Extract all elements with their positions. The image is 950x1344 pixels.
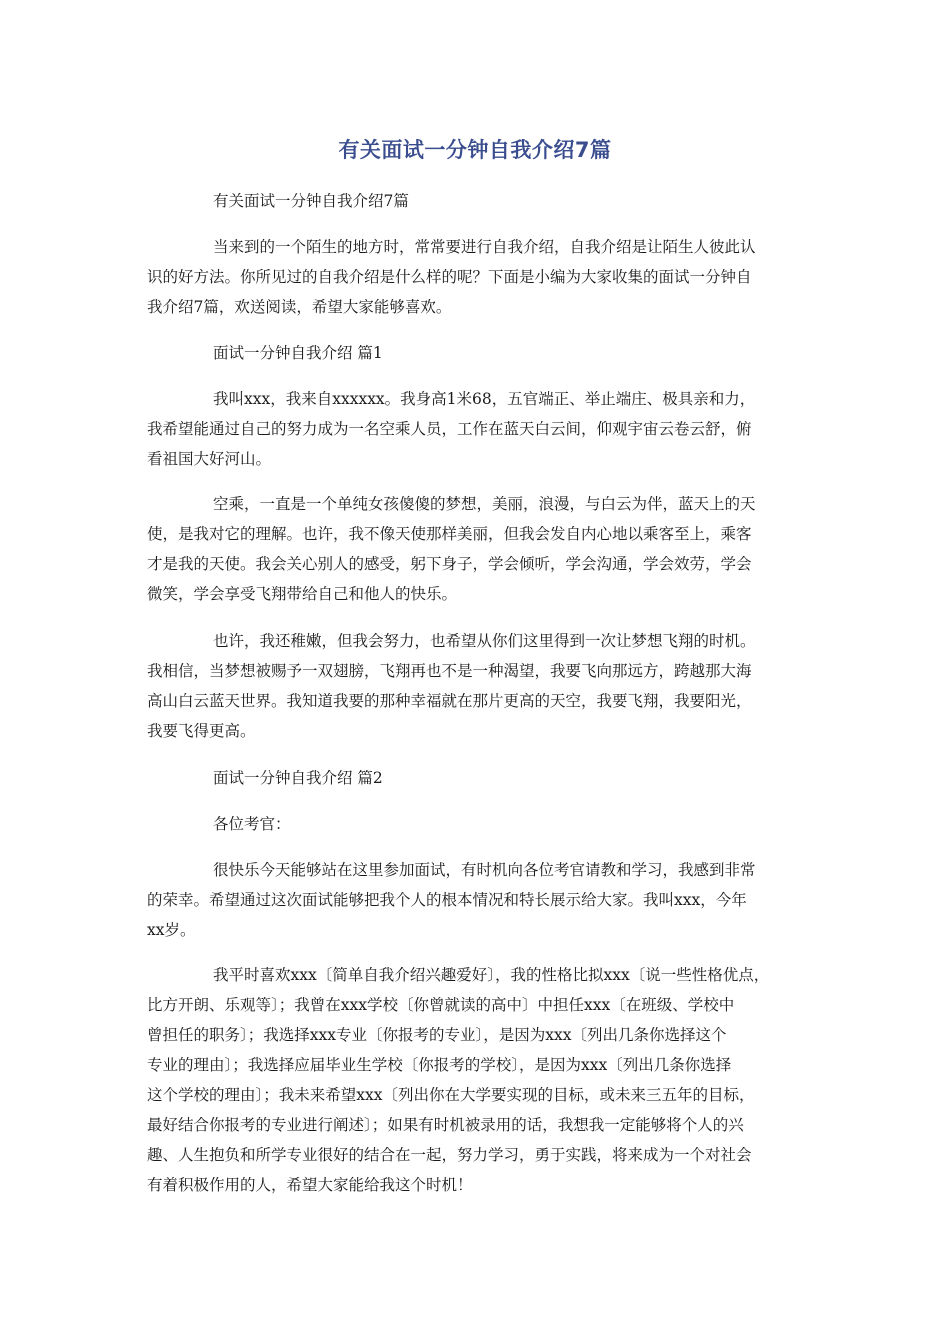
intro-line: 我介绍7篇，欢送阅读，希望大家能够喜欢。 <box>147 298 452 316</box>
document-subtitle: 有关面试一分钟自我介绍7篇 <box>213 192 409 210</box>
paragraph-line: 才是我的天使。我会关心别人的感受，躬下身子，学会倾听，学会沟通，学会效劳，学会 <box>147 555 752 573</box>
paragraph-line: 空乘，一直是一个单纯女孩傻傻的梦想，美丽，浪漫，与白云为伴，蓝天上的天 <box>213 495 756 513</box>
paragraph-line: 很快乐今天能够站在这里参加面试，有时机向各位考官请教和学习，我感到非常 <box>213 861 756 879</box>
paragraph-line: 也许，我还稚嫩，但我会努力，也希望从你们这里得到一次让梦想飞翔的时机。 <box>213 632 756 650</box>
paragraph-line: 使，是我对它的理解。也许，我不像天使那样美丽，但我会发自内心地以乘客至上，乘客 <box>147 525 752 543</box>
intro-line: 当来到的一个陌生的地方时，常常要进行自我介绍，自我介绍是让陌生人彼此认 <box>213 238 756 256</box>
paragraph-line: 专业的理由〕；我选择应届毕业生学校〔你报考的学校〕，是因为xxx〔列出几条你选择 <box>147 1056 732 1074</box>
paragraph-line: 看祖国大好河山。 <box>147 450 272 468</box>
paragraph-line: 高山白云蓝天世界。我知道我要的那种幸福就在那片更高的天空，我要飞翔，我要阳光， <box>147 692 752 710</box>
paragraph-line: 最好结合你报考的专业进行阐述〕；如果有时机被录用的话，我想我一定能够将个人的兴 <box>147 1116 744 1134</box>
section-heading-2: 面试一分钟自我介绍 篇2 <box>213 769 383 787</box>
paragraph-line: 我希望能通过自己的努力成为一名空乘人员，工作在蓝天白云间，仰观宇宙云卷云舒，俯 <box>147 420 752 438</box>
paragraph-line: 的荣幸。希望通过这次面试能够把我个人的根本情况和特长展示给大家。我叫xxx，今年 <box>147 891 747 909</box>
paragraph-line: 有着积极作用的人，希望大家能给我这个时机！ <box>147 1176 473 1194</box>
paragraph-line: xx岁。 <box>147 921 196 939</box>
paragraph-line: 我相信，当梦想被赐予一双翅膀，飞翔再也不是一种渴望，我要飞向那远方，跨越那大海 <box>147 662 752 680</box>
paragraph-line: 比方开朗、乐观等〕；我曾在xxx学校〔你曾就读的高中〕中担任xxx〔在班级、学校中 <box>147 996 735 1014</box>
paragraph-line: 我要飞得更高。 <box>147 722 256 740</box>
paragraph-line: 这个学校的理由〕；我未来希望xxx〔列出你在大学要实现的目标，或未来三五年的目标， <box>147 1086 755 1104</box>
paragraph-line: 微笑，学会享受飞翔带给自己和他人的快乐。 <box>147 585 458 603</box>
section-heading-1: 面试一分钟自我介绍 篇1 <box>213 344 383 362</box>
paragraph-line: 曾担任的职务〕；我选择xxx专业〔你报考的专业〕，是因为xxx〔列出几条你选择这个 <box>147 1026 727 1044</box>
intro-line: 识的好方法。你所见过的自我介绍是什么样的呢？下面是小编为大家收集的面试一分钟自 <box>147 268 752 286</box>
greeting-line: 各位考官： <box>213 815 291 833</box>
document-title: 有关面试一分钟自我介绍7篇 <box>338 138 612 162</box>
paragraph-line: 我平时喜欢xxx〔简单自我介绍兴趣爱好〕，我的性格比拟xxx〔说一些性格优点， <box>213 966 770 984</box>
paragraph-line: 趣、人生抱负和所学专业很好的结合在一起，努力学习，勇于实践，将来成为一个对社会 <box>147 1146 752 1164</box>
paragraph-line: 我叫xxx，我来自xxxxxx。我身高1米68，五官端正、举止端庄、极具亲和力， <box>213 390 756 408</box>
